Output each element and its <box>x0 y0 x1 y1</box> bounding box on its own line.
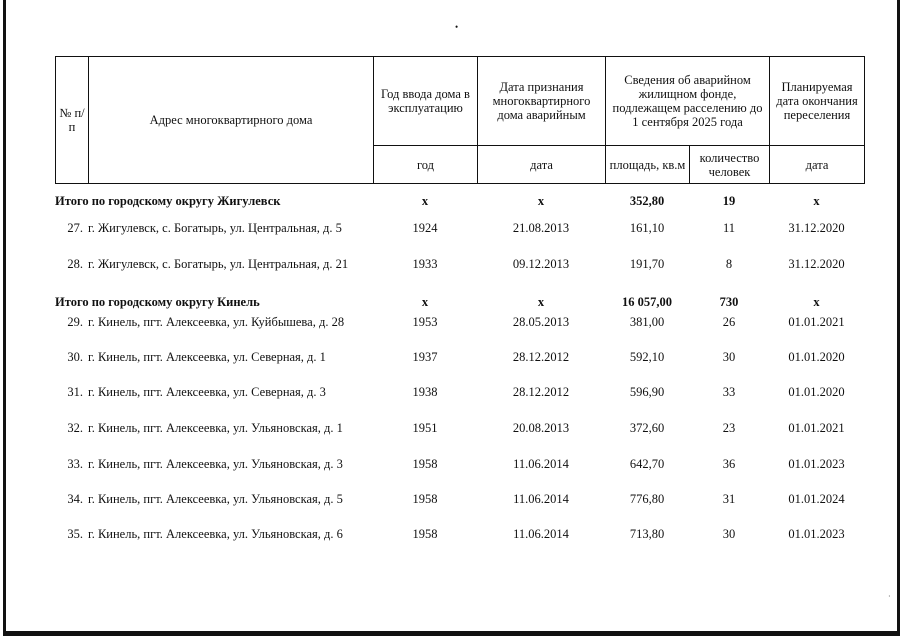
row-address: г. Жигулевск, с. Богатырь, ул. Центральная, д. 5 <box>88 221 342 235</box>
row-date: 09.12.2013 <box>512 257 570 271</box>
row-plan: 01.01.2024 <box>788 492 845 506</box>
header-address: Адрес многоквартирного дома <box>89 57 374 184</box>
subheader-area: площадь, кв.м <box>606 146 690 184</box>
row-num: 32. <box>67 421 83 435</box>
row-people: 31 <box>722 492 736 506</box>
total-year: х <box>421 295 429 309</box>
row-plan: 01.01.2023 <box>788 527 845 541</box>
row-num: 31. <box>67 385 83 399</box>
scan-speck: · <box>888 592 891 601</box>
row-num: 35. <box>67 527 83 541</box>
row-year: 1958 <box>412 492 438 506</box>
row-area: 776,80 <box>629 492 665 506</box>
row-address: г. Кинель, пгт. Алексеевка, ул. Ульяновская, д. 6 <box>88 527 343 541</box>
total-year: х <box>421 194 429 208</box>
row-year: 1953 <box>412 315 438 329</box>
row-address: г. Жигулевск, с. Богатырь, ул. Центральная, д. 21 <box>88 257 349 271</box>
header-year-commission: Год ввода дома в эксплуатацию <box>374 57 478 146</box>
total-plan: х <box>813 194 820 208</box>
row-date: 28.12.2012 <box>512 350 570 364</box>
header-info-fund: Сведения об аварийном жилищном фонде, подлежащем расселению до 1 сентября 2025 года <box>606 57 770 146</box>
total-area: 16 057,00 <box>622 295 672 309</box>
subheader-year: год <box>374 146 478 184</box>
row-plan: 01.01.2020 <box>788 385 845 399</box>
row-people: 36 <box>722 457 736 471</box>
row-plan: 01.01.2023 <box>788 457 845 471</box>
row-date: 20.08.2013 <box>512 421 570 435</box>
row-area: 592,10 <box>629 350 665 364</box>
row-num: 28. <box>67 257 83 271</box>
scan-mark: • <box>455 22 459 32</box>
total-people: 730 <box>719 295 739 309</box>
header-date-emergency: Дата признания многоквартирного дома аварийным <box>478 57 606 146</box>
row-plan: 31.12.2020 <box>788 257 845 271</box>
table-header <box>55 56 865 184</box>
row-address: г. Кинель, пгт. Алексеевка, ул. Куйбышева, д. 28 <box>88 315 345 329</box>
row-year: 1958 <box>412 527 438 541</box>
subheader-plan-date: дата <box>770 146 865 184</box>
row-date: 28.05.2013 <box>512 315 570 329</box>
row-plan: 01.01.2021 <box>788 315 845 329</box>
row-date: 21.08.2013 <box>512 221 570 235</box>
total-plan: х <box>813 295 820 309</box>
row-year: 1924 <box>412 221 438 235</box>
subheader-people: количество человек <box>690 146 770 184</box>
row-date: 11.06.2014 <box>513 457 569 471</box>
header-num: № п/п <box>56 57 89 184</box>
row-plan: 31.12.2020 <box>788 221 845 235</box>
total-date: х <box>537 295 545 309</box>
row-date: 11.06.2014 <box>513 492 569 506</box>
row-year: 1937 <box>412 350 438 364</box>
row-year: 1951 <box>412 421 438 435</box>
row-num: 34. <box>67 492 83 506</box>
row-num: 33. <box>67 457 83 471</box>
row-date: 28.12.2012 <box>512 385 570 399</box>
total-date: х <box>537 194 545 208</box>
row-people: 11 <box>722 221 736 235</box>
total-title: Итого по городскому округу Кинель <box>55 295 260 309</box>
row-area: 161,10 <box>629 221 665 235</box>
row-address: г. Кинель, пгт. Алексеевка, ул. Ульяновская, д. 1 <box>88 421 343 435</box>
row-address: г. Кинель, пгт. Алексеевка, ул. Северная, д. 1 <box>88 350 326 364</box>
row-area: 191,70 <box>629 257 665 271</box>
row-area: 596,90 <box>629 385 665 399</box>
row-year: 1938 <box>412 385 438 399</box>
subheader-date: дата <box>478 146 606 184</box>
total-title: Итого по городскому округу Жигулевск <box>55 194 281 208</box>
row-address: г. Кинель, пгт. Алексеевка, ул. Ульяновская, д. 3 <box>88 457 343 471</box>
row-num: 29. <box>67 315 83 329</box>
row-num: 30. <box>67 350 83 364</box>
row-people: 30 <box>722 350 736 364</box>
row-people: 26 <box>722 315 736 329</box>
row-address: г. Кинель, пгт. Алексеевка, ул. Северная, д. 3 <box>88 385 326 399</box>
row-date: 11.06.2014 <box>513 527 569 541</box>
row-year: 1958 <box>412 457 438 471</box>
total-area: 352,80 <box>629 194 665 208</box>
row-year: 1933 <box>412 257 438 271</box>
row-area: 381,00 <box>629 315 665 329</box>
row-people: 8 <box>725 257 733 271</box>
total-people: 19 <box>722 194 736 208</box>
row-area: 372,60 <box>629 421 665 435</box>
row-plan: 01.01.2021 <box>788 421 845 435</box>
row-area: 713,80 <box>629 527 665 541</box>
row-people: 23 <box>722 421 736 435</box>
header-planned-end: Планируемая дата окончания переселения <box>770 57 865 146</box>
row-num: 27. <box>67 221 83 235</box>
row-plan: 01.01.2020 <box>788 350 845 364</box>
row-address: г. Кинель, пгт. Алексеевка, ул. Ульяновская, д. 5 <box>88 492 343 506</box>
row-people: 33 <box>722 385 736 399</box>
row-people: 30 <box>722 527 736 541</box>
row-area: 642,70 <box>629 457 665 471</box>
